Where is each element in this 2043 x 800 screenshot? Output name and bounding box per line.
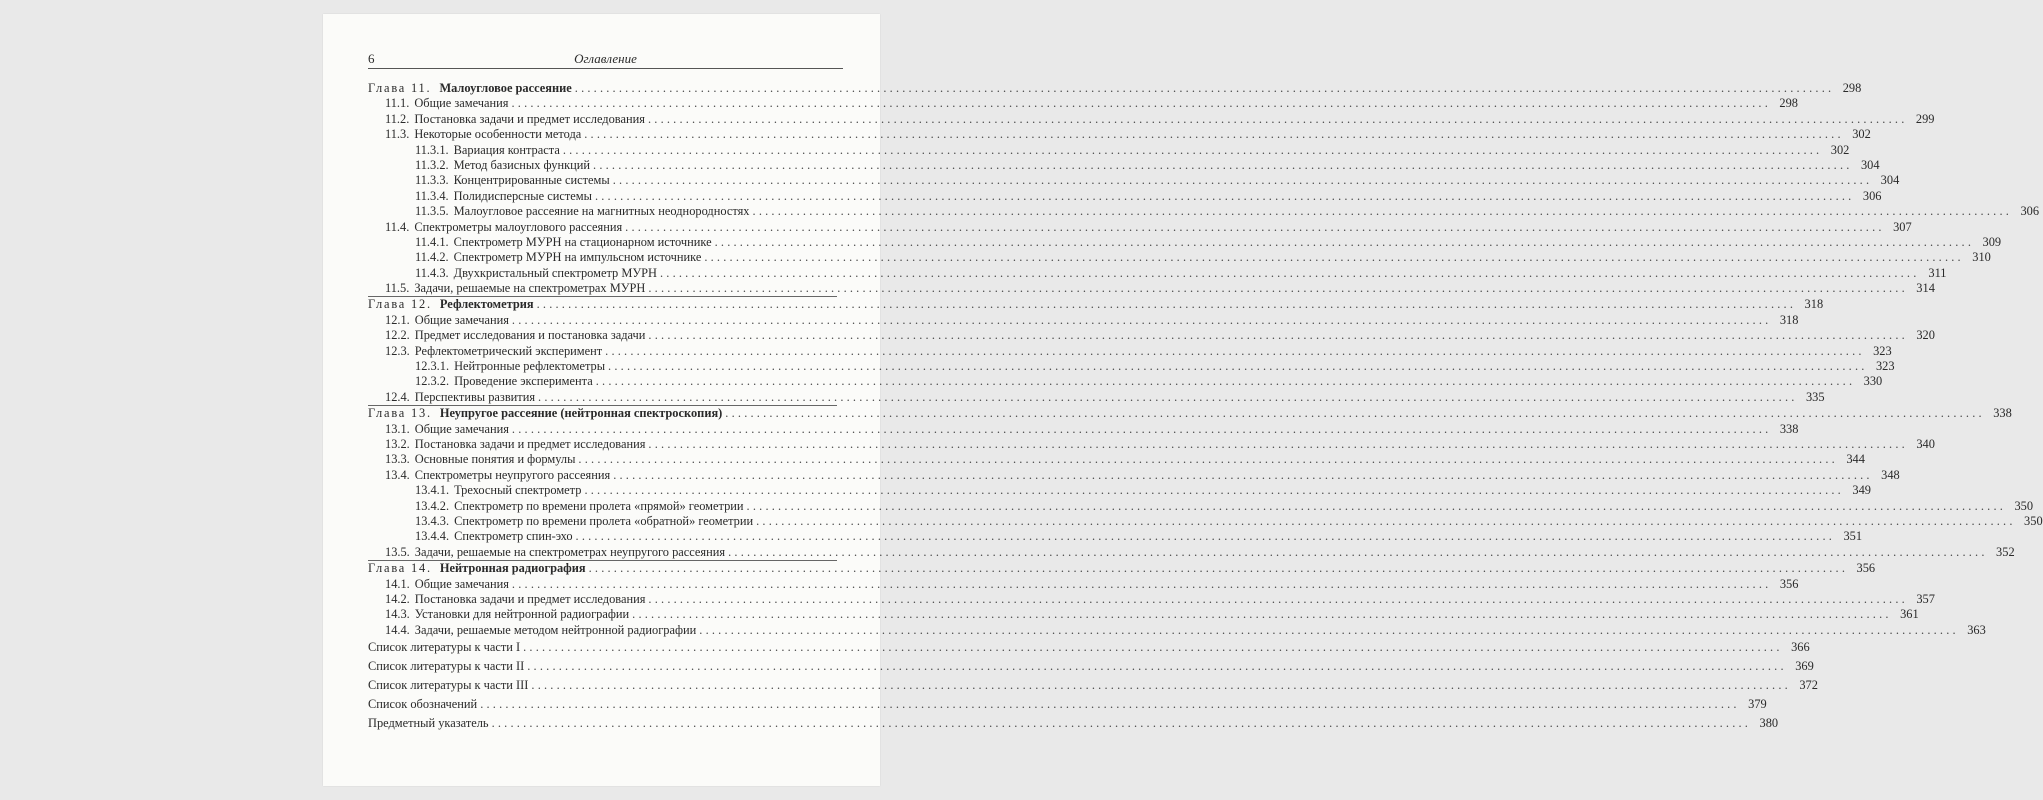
toc-entry-page: 372 (1799, 678, 1818, 693)
toc-entry-page: 338 (1779, 421, 1799, 436)
dot-leader: ........................................................................................................................................................................................................ (632, 607, 1892, 622)
toc-section-row[interactable] (368, 142, 1850, 158)
toc-section-row[interactable] (368, 483, 1871, 498)
toc-section-row[interactable] (368, 591, 1935, 607)
toc-entry-title: Рефлектометрия (439, 297, 534, 312)
dot-leader: ........................................................................................................................................................................................................ (625, 219, 1885, 234)
running-title: Оглавление (574, 51, 637, 66)
toc-section-row[interactable] (368, 467, 1900, 483)
toc-entry-title: Общие замечания (414, 96, 509, 111)
toc-section-row[interactable] (368, 250, 1991, 265)
toc-section-row[interactable] (368, 204, 2040, 219)
toc-entry-page: 330 (1863, 374, 1883, 389)
toc-entry-number: Глава 13. (368, 406, 432, 421)
toc-section-row[interactable] (368, 234, 2002, 250)
dot-leader: ........................................................................................................................................................................................................ (511, 96, 1771, 111)
toc-backmatter-row[interactable] (368, 638, 1810, 657)
toc-entry-title: Нейтронные рефлектометры (454, 359, 606, 374)
toc-section-row[interactable] (368, 576, 1799, 592)
toc-entry-number: 12.1. (385, 312, 410, 327)
dot-leader: ........................................................................................................................................................................................................ (746, 498, 2007, 513)
toc-chapter-row[interactable] (368, 560, 1876, 576)
dot-leader: ........................................................................................................................................................................................................ (608, 359, 1868, 374)
toc-section-row[interactable] (368, 374, 1883, 389)
toc-entry-number: 11.3.3. (415, 173, 449, 188)
toc-entry-page: 361 (1900, 607, 1919, 622)
toc-entry-page: 335 (1805, 389, 1825, 404)
toc-entry-title: Общие замечания (414, 312, 509, 327)
toc-section-row[interactable] (368, 513, 2043, 529)
toc-entry-page: 302 (1852, 127, 1871, 142)
toc-entry-title: Список литературы к части I (368, 640, 521, 655)
dot-leader: ........................................................................................................................................................................................................ (578, 452, 1838, 467)
toc-entry-number: 13.4.3. (415, 513, 450, 528)
toc-entry-title: Задачи, решаемые на спектрометрах МУРН (414, 281, 646, 296)
toc-entry-number: 11.3.4. (415, 188, 449, 203)
toc-entry-number: 11.5. (385, 281, 410, 296)
toc-entry-number: 11.3.2. (415, 157, 449, 172)
toc-entry-title: Предметный указатель (368, 716, 489, 731)
toc-entry-title: Предмет исследования и постановка задачи (414, 328, 646, 343)
dot-leader: ........................................................................................................................................................................................................ (605, 343, 1865, 358)
toc-entry-number: 14.3. (385, 607, 410, 622)
toc-entry-number: 11.3.1. (415, 142, 449, 157)
toc-entry-title: Двухкристальный спектрометр МУРН (453, 265, 657, 280)
dot-leader: ........................................................................................................................................................................................................ (562, 142, 1823, 157)
toc-entry-title: Постановка задачи и предмет исследования (414, 436, 646, 451)
dot-leader: ........................................................................................................................................................................................................ (647, 111, 1908, 126)
dot-leader: ........................................................................................................................................................................................................ (659, 265, 1920, 280)
dot-leader: ........................................................................................................................................................................................................ (613, 467, 1873, 482)
toc-entry-page: 304 (1880, 173, 1900, 188)
toc-entry-page: 323 (1873, 343, 1892, 358)
toc-backmatter-row[interactable] (368, 657, 1814, 676)
toc-entry-page: 351 (1843, 529, 1863, 544)
toc-entry-page: 306 (2020, 204, 2040, 219)
dot-leader: ........................................................................................................................................................................................................ (699, 622, 1959, 637)
toc-entry-number: 13.4.1. (415, 483, 450, 498)
toc-entry-title: Спектрометр по времени пролета «прямой» геометрии (454, 498, 744, 513)
dot-leader: ........................................................................................................................................................................................................ (584, 483, 1844, 498)
toc-entry-title: Основные понятия и формулы (414, 452, 576, 467)
toc-section-row[interactable] (368, 359, 1895, 374)
dot-leader: ........................................................................................................................................................................................................ (648, 436, 1908, 451)
toc-entry-number: 11.4. (385, 219, 410, 234)
toc-entry-title: Спектрометры малоуглового рассеяния (414, 219, 623, 234)
toc-entry-title: Список литературы к части III (368, 678, 529, 693)
toc-section-row[interactable] (368, 544, 2015, 560)
toc-section-row[interactable] (368, 219, 1912, 235)
toc-entry-number: Глава 12. (368, 297, 432, 312)
toc-entry-page: 366 (1791, 640, 1810, 655)
dot-leader: ........................................................................................................................................................................................................ (574, 81, 1835, 95)
dot-leader: ........................................................................................................................................................................................................ (595, 374, 1856, 389)
toc-entry-title: Спектрометр по времени пролета «обратной» геометрии (454, 513, 754, 528)
toc-entry-number: 11.4.3. (415, 265, 449, 280)
toc-entry-page: 307 (1893, 219, 1912, 234)
toc-entry-page: 304 (1860, 157, 1880, 172)
toc-entry-title: Постановка задачи и предмет исследования (414, 591, 646, 606)
toc-entry-page: 311 (1928, 265, 1947, 280)
toc-section-row[interactable] (368, 281, 1935, 296)
toc-section-row[interactable] (368, 127, 1871, 142)
toc-section-row[interactable] (368, 498, 2034, 514)
toc-entry-number: 13.4.4. (415, 529, 450, 544)
toc-entry-page: 379 (1748, 697, 1767, 712)
dot-leader: ........................................................................................................................................................................................................ (480, 697, 1740, 712)
dot-leader: ........................................................................................................................................................................................................ (725, 406, 1985, 421)
toc-entry-number: 11.2. (385, 111, 410, 126)
toc-entry-number: Глава 11. (368, 81, 432, 95)
toc-section-row[interactable] (368, 452, 1865, 467)
toc-entry-number: 13.4. (385, 467, 410, 482)
toc-section-row[interactable] (368, 607, 1919, 622)
dot-leader: ........................................................................................................................................................................................................ (511, 576, 1772, 591)
dot-leader: ........................................................................................................................................................................................................ (728, 544, 1988, 559)
toc-entry-page: 306 (1862, 188, 1882, 203)
toc-entry-page: 310 (1972, 250, 1991, 265)
toc-entry-title: Список литературы к части II (368, 659, 525, 674)
toc-section-row[interactable] (368, 265, 1947, 281)
toc-entry-page: 314 (1916, 281, 1935, 296)
toc-chapter-row[interactable] (368, 296, 1824, 312)
dot-leader: ........................................................................................................................................................................................................ (527, 659, 1787, 674)
toc-entry-page: 357 (1916, 591, 1935, 606)
dot-leader: ........................................................................................................................................................................................................ (575, 529, 1836, 544)
toc-entry-title: Полидисперсные системы (453, 188, 592, 203)
toc-chapter-row[interactable] (368, 81, 1862, 96)
toc-backmatter-row[interactable] (368, 695, 1767, 714)
toc-section-row[interactable] (368, 436, 1935, 452)
toc-entry-page: 309 (1982, 234, 2002, 249)
toc-section-row[interactable] (368, 328, 1935, 343)
toc-section-row[interactable] (368, 188, 1882, 204)
dot-leader: ........................................................................................................................................................................................................ (612, 173, 1873, 188)
toc-entry-title: Проведение эксперимента (454, 374, 593, 389)
toc-entry-title: Концентрированные системы (453, 173, 610, 188)
dot-leader: ........................................................................................................................................................................................................ (588, 561, 1849, 576)
toc-entry-title: Вариация контраста (453, 142, 560, 157)
toc-entry-number: 14.2. (385, 591, 410, 606)
toc-entry-title: Список обозначений (368, 697, 478, 712)
toc-entry-number: Глава 14. (368, 561, 432, 576)
toc-entry-page: 318 (1779, 312, 1799, 327)
toc-entry-title: Некоторые особенности метода (414, 127, 582, 142)
toc-entry-title: Неупругое рассеяние (нейтронная спектроскопия) (439, 406, 723, 421)
toc-entry-number: 14.1. (385, 576, 410, 591)
page-number: 6 (368, 51, 375, 66)
toc-entry-title: Спектрометр спин-эхо (454, 529, 573, 544)
dot-leader: ........................................................................................................................................................................................................ (538, 389, 1798, 404)
toc-entry-page: 323 (1875, 359, 1895, 374)
toc-entry-title: Установки для нейтронной радиографии (414, 607, 630, 622)
toc-entry-page: 380 (1759, 716, 1779, 731)
toc-section-row[interactable] (368, 157, 1880, 173)
toc-entry-title: Малоугловое рассеяние на магнитных неоднородностях (453, 204, 750, 219)
toc-backmatter-row[interactable] (368, 676, 1818, 695)
toc-entry-title: Спектрометр МУРН на импульсном источнике (453, 250, 702, 265)
toc-entry-number: 13.1. (385, 421, 410, 436)
toc-entry-page: 348 (1881, 467, 1900, 482)
toc-entry-page: 320 (1916, 328, 1935, 343)
toc-entry-page: 350 (2024, 513, 2043, 528)
dot-leader: ........................................................................................................................................................................................................ (752, 204, 2013, 219)
toc-entry-title: Общие замечания (414, 421, 509, 436)
dot-leader: ........................................................................................................................................................................................................ (714, 234, 1975, 249)
toc-entry-number: 12.3.1. (415, 359, 450, 374)
toc-entry-number: 11.1. (385, 96, 410, 111)
toc-entry-number: 11.3. (385, 127, 410, 142)
dot-leader: ........................................................................................................................................................................................................ (704, 250, 1964, 265)
toc-entry-title: Рефлектометрический эксперимент (414, 343, 603, 358)
toc-entry-number: 13.4.2. (415, 498, 450, 513)
toc-entry-title: Метод базисных функций (453, 157, 591, 172)
toc-section-row[interactable] (368, 111, 1935, 127)
toc-entry-title: Малоугловое рассеяние (439, 81, 572, 95)
toc-entry-title: Спектрометры неупругого рассеяния (414, 467, 611, 482)
toc-section-row[interactable] (368, 173, 1900, 188)
toc-entry-page: 298 (1842, 81, 1862, 95)
toc-entry-title: Трехосный спектрометр (454, 483, 582, 498)
toc-chapter-row[interactable] (368, 405, 2012, 421)
toc-section-row[interactable] (368, 96, 1798, 111)
toc-entry-number: 13.5. (385, 544, 410, 559)
toc-section-row[interactable] (368, 529, 1863, 544)
toc-section-row[interactable] (368, 389, 1825, 405)
toc-entry-page: 338 (1993, 406, 2012, 421)
toc-entry-title: Общие замечания (414, 576, 509, 591)
toc-entry-title: Постановка задачи и предмет исследования (414, 111, 645, 126)
toc-entry-page: 352 (1996, 544, 2015, 559)
toc-entry-page: 298 (1779, 96, 1798, 111)
toc-entry-page: 356 (1779, 576, 1799, 591)
toc-entry-title: Перспективы развития (414, 389, 536, 404)
toc-entry-title: Задачи, решаемые на спектрометрах неупругого рассеяния (414, 544, 726, 559)
dot-leader: ........................................................................................................................................................................................................ (594, 188, 1855, 203)
toc-entry-number: 13.3. (385, 452, 410, 467)
toc-backmatter-row[interactable] (368, 714, 1779, 733)
toc-entry-page: 369 (1795, 659, 1814, 674)
dot-leader: ........................................................................................................................................................................................................ (584, 127, 1844, 142)
toc-entry-title: Нейтронная радиография (439, 561, 586, 576)
toc-section-row[interactable] (368, 622, 1986, 638)
dot-leader: ........................................................................................................................................................................................................ (491, 716, 1752, 731)
dot-leader: ........................................................................................................................................................................................................ (648, 591, 1908, 606)
dot-leader: ........................................................................................................................................................................................................ (756, 513, 2016, 528)
dot-leader: ........................................................................................................................................................................................................ (648, 281, 1908, 296)
toc-entry-page: 363 (1967, 622, 1986, 637)
running-head (368, 52, 843, 69)
toc-entry-number: 12.2. (385, 328, 410, 343)
toc-entry-page: 344 (1846, 452, 1865, 467)
toc-entry-number: 12.4. (385, 389, 410, 404)
dot-leader: ........................................................................................................................................................................................................ (531, 678, 1791, 693)
toc-section-row[interactable] (368, 312, 1799, 328)
toc-entry-number: 14.4. (385, 622, 410, 637)
toc-entry-page: 302 (1830, 142, 1850, 157)
dot-leader: ........................................................................................................................................................................................................ (593, 157, 1853, 172)
toc-entry-number: 11.4.1. (415, 234, 449, 249)
toc-entry-number: 11.4.2. (415, 250, 449, 265)
toc-entry-page: 350 (2014, 498, 2034, 513)
toc-entry-title: Спектрометр МУРН на стационарном источнике (453, 234, 712, 249)
toc-entry-page: 356 (1856, 561, 1876, 576)
toc-entry-number: 12.3. (385, 343, 410, 358)
document-page (323, 14, 2043, 786)
dot-leader: ........................................................................................................................................................................................................ (648, 328, 1908, 343)
dot-leader: ........................................................................................................................................................................................................ (511, 421, 1772, 436)
toc-entry-title: Задачи, решаемые методом нейтронной радиографии (414, 622, 697, 637)
toc-entry-number: 11.3.5. (415, 204, 449, 219)
toc-entry-page: 299 (1915, 111, 1935, 126)
toc-entry-number: 12.3.2. (415, 374, 450, 389)
toc-entry-page: 318 (1804, 297, 1824, 312)
toc-section-row[interactable] (368, 421, 1799, 437)
dot-leader: ........................................................................................................................................................................................................ (536, 297, 1797, 312)
dot-leader: ........................................................................................................................................................................................................ (511, 312, 1772, 327)
toc-entry-number: 13.2. (385, 436, 410, 451)
toc-section-row[interactable] (368, 343, 1892, 359)
dot-leader: ........................................................................................................................................................................................................ (523, 640, 1783, 655)
table-of-contents (368, 81, 2043, 733)
toc-entry-page: 340 (1916, 436, 1935, 451)
toc-entry-page: 349 (1852, 483, 1871, 498)
